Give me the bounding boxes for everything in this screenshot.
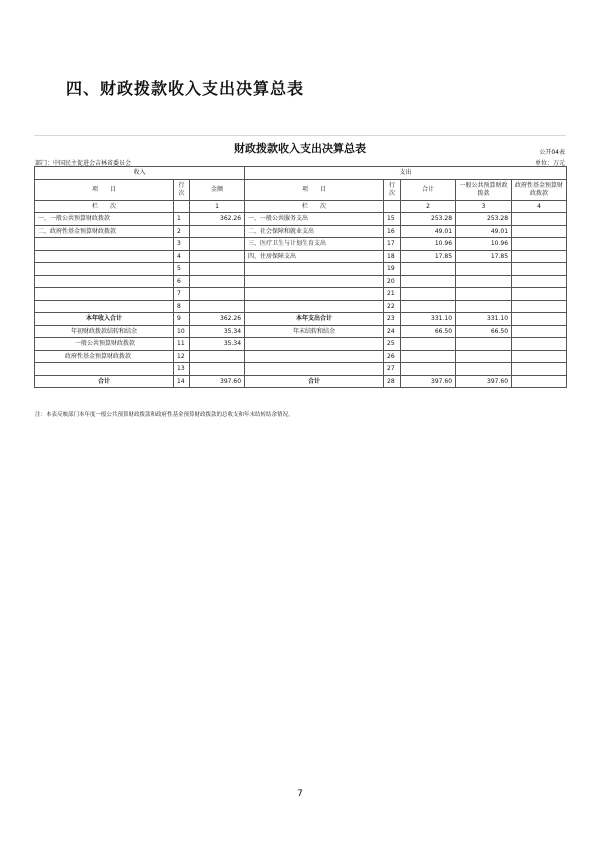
col-number-2: 2 <box>401 200 456 213</box>
income-item-cell <box>35 363 174 376</box>
expense-total-cell <box>401 300 456 313</box>
expense-general-budget-cell: 10.96 <box>456 238 512 251</box>
divider <box>34 135 566 136</box>
expense-item-cell: 本年支出合计 <box>245 313 384 326</box>
expense-gov-fund-cell <box>512 313 567 326</box>
income-seq-cell: 1 <box>174 213 190 226</box>
expense-general-budget-cell: 397.60 <box>456 375 512 388</box>
expense-gov-fund-cell <box>512 288 567 301</box>
expense-gov-fund-cell <box>512 375 567 388</box>
expense-item-cell: 年末结转和结余 <box>245 325 384 338</box>
income-item-cell: 政府性基金预算财政拨款 <box>35 350 174 363</box>
income-item-cell <box>35 300 174 313</box>
income-amount-cell <box>190 350 245 363</box>
table-row <box>35 313 567 326</box>
income-amount-cell <box>190 238 245 251</box>
expense-seq-cell: 26 <box>384 350 401 363</box>
expense-item-cell <box>245 263 384 276</box>
income-item-cell <box>35 238 174 251</box>
expense-item-cell: 三、医疗卫生与计划生育支出 <box>245 238 384 251</box>
expense-seq-cell: 22 <box>384 300 401 313</box>
income-amount-cell: 362.26 <box>190 313 245 326</box>
income-seq-cell: 9 <box>174 313 190 326</box>
expense-general-budget-cell <box>456 338 512 351</box>
income-amount-cell: 35.34 <box>190 338 245 351</box>
income-item-cell <box>35 263 174 276</box>
table-row <box>35 263 567 276</box>
expense-general-budget-cell <box>456 363 512 376</box>
income-item-cell: 合计 <box>35 375 174 388</box>
expense-section-header: 支出 <box>245 167 567 180</box>
income-seq-cell: 13 <box>174 363 190 376</box>
form-number: 公开04表 <box>539 149 565 156</box>
expense-general-budget-cell: 253.28 <box>456 213 512 226</box>
expense-item-header: 项 目 <box>245 179 384 200</box>
income-amount-cell <box>190 250 245 263</box>
expense-total-cell: 17.85 <box>401 250 456 263</box>
income-item-cell: 二、政府性基金预算财政拨款 <box>35 225 174 238</box>
expense-general-budget-cell <box>456 275 512 288</box>
col-number-1: 1 <box>190 200 245 213</box>
table-row <box>35 363 567 376</box>
table-row <box>35 300 567 313</box>
expense-gov-fund-cell <box>512 363 567 376</box>
expense-seq-cell: 25 <box>384 338 401 351</box>
expense-seq-cell: 21 <box>384 288 401 301</box>
expense-seq-cell: 28 <box>384 375 401 388</box>
income-amount-cell <box>190 275 245 288</box>
income-amount-cell: 397.60 <box>190 375 245 388</box>
gov-fund-header: 政府性基金预算财政拨款 <box>512 179 567 200</box>
income-seq-cell: 14 <box>174 375 190 388</box>
expense-general-budget-cell: 17.85 <box>456 250 512 263</box>
unit-label: 单位：万元 <box>534 160 565 167</box>
income-seq-cell: 2 <box>174 225 190 238</box>
expense-col-label: 栏 次 <box>245 200 384 213</box>
table-row <box>35 350 567 363</box>
expense-gov-fund-cell <box>512 213 567 226</box>
expense-gov-fund-cell <box>512 300 567 313</box>
income-item-cell <box>35 288 174 301</box>
col-number-4: 4 <box>512 200 567 213</box>
expense-total-cell <box>401 288 456 301</box>
table-row <box>35 238 567 251</box>
table-row <box>35 325 567 338</box>
expense-general-budget-cell: 49.01 <box>456 225 512 238</box>
expense-item-cell: 一、一般公共服务支出 <box>245 213 384 226</box>
expense-total-cell <box>401 263 456 276</box>
income-seq-cell: 8 <box>174 300 190 313</box>
expense-gov-fund-cell <box>512 225 567 238</box>
income-item-cell: 一、一般公共预算财政拨款 <box>35 213 174 226</box>
income-item-cell <box>35 275 174 288</box>
expense-total-cell <box>401 275 456 288</box>
page-number: 7 <box>297 789 303 799</box>
income-seq-cell: 10 <box>174 325 190 338</box>
expense-item-cell <box>245 300 384 313</box>
expense-seq-cell: 20 <box>384 275 401 288</box>
expense-gov-fund-cell <box>512 263 567 276</box>
expense-seq-cell: 24 <box>384 325 401 338</box>
table-row <box>35 338 567 351</box>
expense-total-cell <box>401 350 456 363</box>
income-col-seq-blank <box>174 200 190 213</box>
income-seq-cell: 11 <box>174 338 190 351</box>
expense-seq-cell: 15 <box>384 213 401 226</box>
expense-item-cell <box>245 338 384 351</box>
expense-item-cell <box>245 275 384 288</box>
expense-total-cell: 49.01 <box>401 225 456 238</box>
income-seq-cell: 12 <box>174 350 190 363</box>
income-item-cell: 本年收入合计 <box>35 313 174 326</box>
income-seq-cell: 5 <box>174 263 190 276</box>
expense-general-budget-cell: 66.50 <box>456 325 512 338</box>
table-note: 注：本表反映部门本年度一般公共预算财政拨款和政府性基金预算财政拨款的总收支和年末结转结余情况。 <box>35 412 294 418</box>
table-row <box>35 275 567 288</box>
income-section-header: 收入 <box>35 167 245 180</box>
expense-gov-fund-cell <box>512 350 567 363</box>
expense-seq-cell: 19 <box>384 263 401 276</box>
income-item-cell <box>35 250 174 263</box>
income-amount-cell: 35.34 <box>190 325 245 338</box>
income-amount-cell <box>190 288 245 301</box>
income-seq-cell: 3 <box>174 238 190 251</box>
income-item-cell: 一般公共预算财政拨款 <box>35 338 174 351</box>
expense-gov-fund-cell <box>512 325 567 338</box>
income-amount-header: 金额 <box>190 179 245 200</box>
expense-item-cell: 二、社会保障和就业支出 <box>245 225 384 238</box>
expense-seq-cell: 27 <box>384 363 401 376</box>
financial-summary-table <box>34 166 567 388</box>
income-seq-cell: 4 <box>174 250 190 263</box>
income-item-cell: 年初财政拨款结转和结余 <box>35 325 174 338</box>
expense-total-cell: 66.50 <box>401 325 456 338</box>
expense-item-cell: 四、住房保障支出 <box>245 250 384 263</box>
expense-total-cell: 253.28 <box>401 213 456 226</box>
expense-item-cell <box>245 363 384 376</box>
expense-seq-cell: 18 <box>384 250 401 263</box>
department-label: 部门：中国民主促进会吉林省委员会 <box>35 160 132 167</box>
expense-item-cell <box>245 288 384 301</box>
table-row <box>35 250 567 263</box>
table-row <box>35 288 567 301</box>
expense-total-header: 合计 <box>401 179 456 200</box>
expense-item-cell: 合计 <box>245 375 384 388</box>
expense-seq-cell: 17 <box>384 238 401 251</box>
column-number-row <box>35 200 567 213</box>
header-row-columns <box>35 179 567 200</box>
expense-total-cell <box>401 338 456 351</box>
expense-seq-cell: 16 <box>384 225 401 238</box>
expense-gov-fund-cell <box>512 338 567 351</box>
table-title: 财政拨款收入支出决算总表 <box>234 142 366 155</box>
expense-total-cell: 397.60 <box>401 375 456 388</box>
income-seq-header: 行次 <box>174 179 190 200</box>
col-number-3: 3 <box>456 200 512 213</box>
income-amount-cell <box>190 300 245 313</box>
expense-general-budget-cell <box>456 300 512 313</box>
expense-general-budget-cell <box>456 263 512 276</box>
expense-col-seq-blank <box>384 200 401 213</box>
table-row <box>35 375 567 388</box>
table-row <box>35 225 567 238</box>
table-row <box>35 213 567 226</box>
expense-general-budget-cell: 331.10 <box>456 313 512 326</box>
expense-gov-fund-cell <box>512 238 567 251</box>
expense-total-cell: 331.10 <box>401 313 456 326</box>
income-seq-cell: 7 <box>174 288 190 301</box>
expense-gov-fund-cell <box>512 275 567 288</box>
expense-total-cell: 10.96 <box>401 238 456 251</box>
expense-general-budget-cell <box>456 350 512 363</box>
income-seq-cell: 6 <box>174 275 190 288</box>
income-col-label: 栏 次 <box>35 200 174 213</box>
income-amount-cell <box>190 363 245 376</box>
header-row-sections <box>35 167 567 180</box>
expense-item-cell <box>245 350 384 363</box>
income-item-header: 项 目 <box>35 179 174 200</box>
income-amount-cell <box>190 263 245 276</box>
expense-gov-fund-cell <box>512 250 567 263</box>
general-budget-header: 一般公共预算财政拨款 <box>456 179 512 200</box>
expense-total-cell <box>401 363 456 376</box>
expense-seq-header: 行次 <box>384 179 401 200</box>
expense-general-budget-cell <box>456 288 512 301</box>
expense-seq-cell: 23 <box>384 313 401 326</box>
income-amount-cell: 362.26 <box>190 213 245 226</box>
income-amount-cell <box>190 225 245 238</box>
page-heading: 四、财政拨款收入支出决算总表 <box>66 79 305 98</box>
